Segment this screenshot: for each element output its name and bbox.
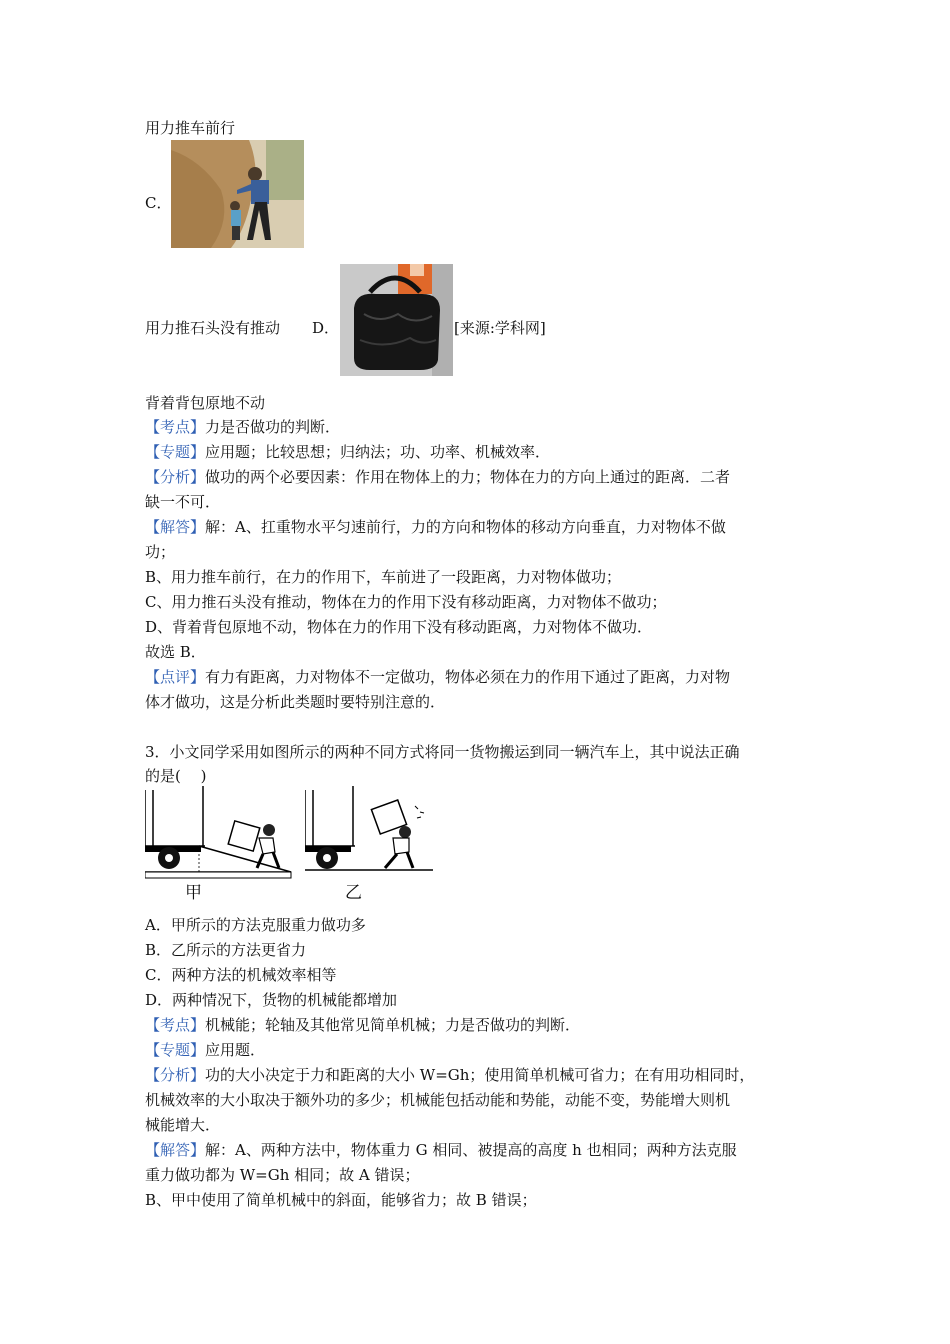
source-note: [来源:学科网]	[454, 319, 546, 337]
q3-option-c: C．两种方法的机械效率相等	[145, 966, 337, 984]
q2-jieda-c: C、用力推石头没有推动，物体在力的作用下没有移动距离，力对物体不做功；	[145, 593, 667, 611]
kaodian-text: 力是否做功的判断．	[205, 418, 341, 436]
q3-kaodian	[145, 1015, 580, 1035]
q3-jieda-cont: 重力做功都为 W=Gh 相同；故 A 错误；	[145, 1166, 420, 1184]
q2-dianping	[145, 667, 730, 687]
option-b-caption: 用力推车前行	[145, 119, 236, 137]
q3-option-d: D．两种情况下，货物的机械能都增加	[145, 991, 398, 1009]
option-c-label: C．	[145, 194, 172, 212]
option-d-label: D．	[312, 319, 340, 337]
q3-stem: 3．小文同学采用如图所示的两种不同方式将同一货物搬运到同一辆汽车上，其中说法正确	[145, 743, 740, 761]
jieda-tag: 【解答】	[145, 1141, 206, 1159]
q2-fenxi-cont: 缺一不可．	[145, 493, 221, 511]
figure-ramp	[145, 786, 293, 884]
q3-option-a: A．甲所示的方法克服重力做功多	[145, 916, 366, 934]
q3-option-b: B．乙所示的方法更省力	[145, 941, 307, 959]
q2-jieda	[145, 517, 726, 537]
q2-jieda-b: B、用力推车前行，在力的作用下，车前进了一段距离，力对物体做功；	[145, 568, 622, 586]
q3-jieda-b: B、甲中使用了简单机械中的斜面，能够省力；故 B 错误；	[145, 1191, 537, 1209]
q3-stem-cont: 的是( )	[145, 767, 207, 785]
zhuanti-text: 应用题；比较思想；归纳法；功、功率、机械效率．	[205, 443, 551, 461]
zhuanti-text: 应用题．	[205, 1041, 266, 1059]
figure-label-jia: 甲	[185, 883, 202, 903]
q2-kaodian	[145, 417, 340, 437]
q3-fenxi-cont2: 械能增大．	[145, 1116, 221, 1134]
kaodian-text: 机械能；轮轴及其他常见简单机械；力是否做功的判断．	[205, 1016, 581, 1034]
q3-zhuanti	[145, 1040, 265, 1060]
q2-zhuanti	[145, 442, 550, 462]
lift-diagram	[305, 786, 435, 880]
push-rock-image	[171, 140, 304, 248]
ramp-diagram	[145, 786, 293, 880]
push-rock-photo	[171, 140, 304, 248]
fenxi-text: 做功的两个必要因素：作用在物体上的力；物体在力的方向上通过的距离．二者	[205, 468, 731, 486]
q3-fenxi	[145, 1065, 754, 1085]
q3-jieda	[145, 1140, 737, 1160]
option-d-caption: 背着背包原地不动	[145, 394, 266, 412]
fenxi-text: 功的大小决定于力和距离的大小 W=Gh；使用简单机械可省力；在有用功相同时，	[205, 1066, 755, 1084]
option-c-caption: 用力推石头没有推动	[145, 319, 281, 337]
handbag-image	[340, 264, 453, 376]
q2-fenxi	[145, 467, 730, 487]
q2-jieda-d: D、背着背包原地不动，物体在力的作用下没有移动距离，力对物体不做功．	[145, 618, 653, 636]
q2-dianping-cont: 体才做功，这是分析此类题时要特别注意的．	[145, 693, 446, 711]
kaodian-tag: 【考点】	[145, 1016, 206, 1034]
q3-fenxi-cont: 机械效率的大小取决于额外功的多少；机械能包括动能和势能，动能不变，势能增大则机	[145, 1091, 731, 1109]
figure-label-yi: 乙	[345, 883, 362, 903]
kaodian-tag: 【考点】	[145, 418, 206, 436]
handbag-photo	[340, 264, 453, 376]
q2-jieda-cont: 功；	[145, 543, 176, 561]
jieda-text: 解：A、两种方法中，物体重力 G 相同、被提高的高度 h 也相同；两种方法克服	[205, 1141, 737, 1159]
fenxi-tag: 【分析】	[145, 1066, 206, 1084]
figure-lift	[305, 786, 435, 884]
dianping-text: 有力有距离，力对物体不一定做功，物体必须在力的作用下通过了距离，力对物	[205, 668, 731, 686]
zhuanti-tag: 【专题】	[145, 443, 206, 461]
dianping-tag: 【点评】	[145, 668, 206, 686]
zhuanti-tag: 【专题】	[145, 1041, 206, 1059]
jieda-text: 解：A、扛重物水平匀速前行，力的方向和物体的移动方向垂直，力对物体不做	[205, 518, 726, 536]
fenxi-tag: 【分析】	[145, 468, 206, 486]
jieda-tag: 【解答】	[145, 518, 206, 536]
q2-answer: 故选 B．	[145, 643, 206, 661]
